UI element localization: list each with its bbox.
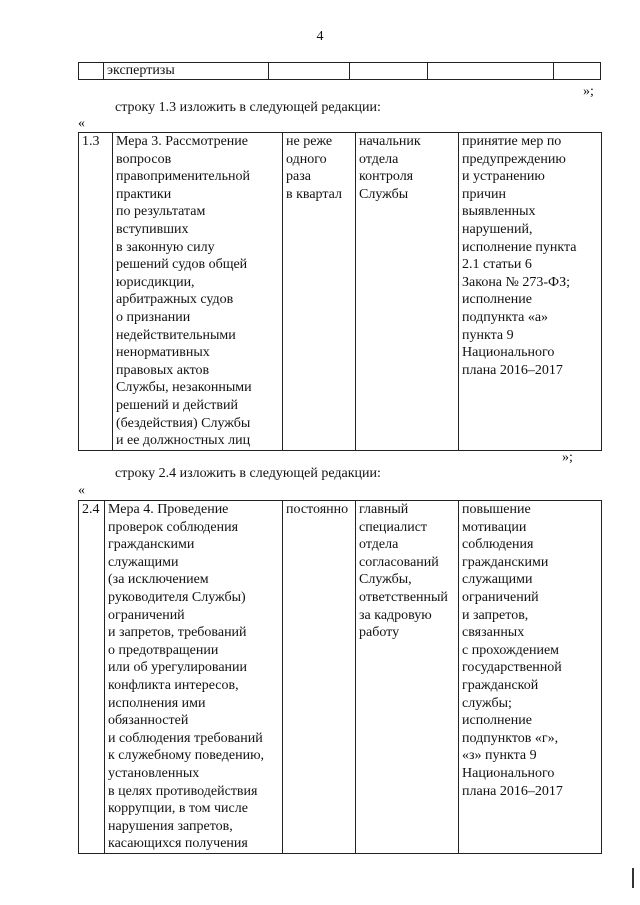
cell-line: причин bbox=[462, 186, 507, 202]
cell-line: Национального bbox=[462, 345, 555, 361]
cell-line: решений и действий bbox=[116, 397, 238, 413]
cell-line: касающихся получения bbox=[108, 836, 248, 852]
cell-line: предупреждению bbox=[462, 151, 566, 167]
cell-line: ограничений bbox=[108, 607, 185, 623]
cell-line: подпунктов «г», bbox=[462, 730, 559, 746]
cell-line: (за исключением bbox=[108, 572, 209, 588]
cell-line: одного bbox=[286, 151, 327, 167]
previous-row-fragment bbox=[78, 62, 601, 80]
cell-line: Службы, незаконными bbox=[116, 380, 252, 396]
cell-line: исполнение пункта bbox=[462, 239, 577, 255]
cell-line: или об урегулировании bbox=[108, 660, 248, 676]
table-row bbox=[79, 501, 602, 854]
cell-line: в квартал bbox=[286, 186, 342, 202]
cell-line: с прохождением bbox=[462, 642, 560, 658]
cell-line: согласований bbox=[359, 554, 439, 570]
cell-period bbox=[269, 63, 350, 80]
cell-line: начальник bbox=[359, 134, 421, 149]
cell-line: коррупции, в том числе bbox=[108, 801, 248, 817]
cell-line: к служебному поведению, bbox=[108, 748, 265, 764]
cell-line: ненормативных bbox=[116, 345, 210, 361]
cell-line: постоянно bbox=[286, 502, 349, 517]
cell-line: недействительными bbox=[116, 327, 236, 343]
cell-line: вступивших bbox=[116, 221, 189, 237]
cell-line: установленных bbox=[108, 765, 200, 781]
cell-line: «з» пункта 9 bbox=[462, 748, 537, 764]
cell-responsible bbox=[350, 63, 428, 80]
cell-line: Мера 3. Рассмотрение bbox=[116, 134, 248, 149]
cell-line: юрисдикции, bbox=[116, 274, 195, 290]
cell-line: исполнение bbox=[462, 713, 532, 729]
cell-line: раза bbox=[286, 169, 311, 185]
row-1-3-table bbox=[78, 132, 602, 451]
cell-line: за кадровую bbox=[359, 607, 432, 623]
cell-line: работу bbox=[359, 625, 400, 641]
cell-line: связанных bbox=[462, 625, 525, 641]
cell-line: 2.1 статьи 6 bbox=[462, 257, 532, 273]
cell-line: пункта 9 bbox=[462, 327, 514, 343]
cell-extra bbox=[554, 63, 601, 80]
cell-line: Службы, bbox=[359, 572, 412, 588]
cell-num bbox=[79, 63, 104, 80]
scan-edge-mark bbox=[632, 868, 640, 888]
cell-line: гражданской bbox=[462, 677, 539, 693]
cell-line: ответственный bbox=[359, 589, 448, 605]
result-cell bbox=[459, 501, 602, 854]
cell-line: не реже bbox=[286, 134, 333, 149]
cell-line: и соблюдения требований bbox=[108, 730, 263, 746]
instruction-24: строку 2.4 изложить в следующей редакции: bbox=[115, 466, 381, 481]
cell-line: отдела bbox=[359, 537, 399, 553]
cell-result bbox=[428, 63, 554, 80]
cell-line: в целях противодействия bbox=[108, 783, 258, 799]
cell-line: специалист bbox=[359, 519, 428, 535]
cell-line: (бездействия) Службы bbox=[116, 415, 251, 431]
table-row bbox=[79, 133, 602, 451]
cell-line: проверок соблюдения bbox=[108, 519, 239, 535]
row-2-4-table bbox=[78, 500, 602, 854]
cell-line: плана 2016–2017 bbox=[462, 362, 563, 378]
responsible-cell bbox=[356, 133, 459, 451]
cell-line: контроля bbox=[359, 169, 414, 185]
cell-line: конфликта интересов, bbox=[108, 677, 239, 693]
cell-line: обязанностей bbox=[108, 713, 189, 729]
cell-line: служащими bbox=[462, 572, 533, 588]
cell-line: государственной bbox=[462, 660, 562, 676]
cell-line: соблюдения bbox=[462, 537, 534, 553]
cell-line: вопросов bbox=[116, 151, 172, 167]
cell-measure: экспертизы bbox=[104, 63, 269, 80]
page-number: 4 bbox=[316, 29, 324, 44]
cell-line: в законную силу bbox=[116, 239, 215, 255]
measure-cell bbox=[113, 133, 283, 451]
cell-line: и запретов, требований bbox=[108, 625, 247, 641]
cell-line: плана 2016–2017 bbox=[462, 783, 563, 799]
row-number: 1.3 bbox=[79, 133, 113, 451]
cell-line: Службы bbox=[359, 186, 409, 202]
cell-line: нарушений, bbox=[462, 221, 533, 237]
cell-line: по результатам bbox=[116, 204, 206, 220]
row-number: 2.4 bbox=[79, 501, 105, 854]
open-quote: « bbox=[78, 483, 85, 498]
cell-line: главный bbox=[359, 502, 409, 517]
cell-line: мотивации bbox=[462, 519, 527, 535]
cell-line: и устранению bbox=[462, 169, 545, 185]
cell-line: нарушения запретов, bbox=[108, 818, 233, 834]
cell-line: арбитражных судов bbox=[116, 292, 234, 308]
cell-line: о признании bbox=[116, 309, 191, 325]
cell-line: Мера 4. Проведение bbox=[108, 502, 229, 517]
open-quote: « bbox=[78, 116, 85, 131]
cell-line: правоприменительной bbox=[116, 169, 250, 185]
cell-line: отдела bbox=[359, 151, 399, 167]
cell-line: принятие мер по bbox=[462, 134, 562, 149]
cell-line: правовых актов bbox=[116, 362, 210, 378]
cell-line: ограничений bbox=[462, 589, 539, 605]
cell-line: и ее должностных лиц bbox=[116, 433, 251, 449]
instruction-13: строку 1.3 изложить в следующей редакции: bbox=[115, 100, 381, 115]
responsible-cell bbox=[356, 501, 459, 854]
close-quote: »; bbox=[583, 84, 594, 99]
cell-line: о предотвращении bbox=[108, 642, 219, 658]
cell-line: службы; bbox=[462, 695, 512, 711]
close-quote: »; bbox=[562, 450, 573, 465]
cell-line: практики bbox=[116, 186, 172, 202]
cell-line: выявленных bbox=[462, 204, 536, 220]
result-cell bbox=[459, 133, 602, 451]
cell-line: Закона № 273-ФЗ; bbox=[462, 274, 571, 290]
cell-line: подпункта «а» bbox=[462, 309, 549, 325]
cell-line: и запретов, bbox=[462, 607, 529, 623]
period-cell bbox=[283, 501, 356, 854]
cell-line: Национального bbox=[462, 765, 555, 781]
table-row bbox=[79, 63, 601, 80]
cell-line: исполнения ими bbox=[108, 695, 206, 711]
cell-line: повышение bbox=[462, 502, 531, 517]
cell-line: исполнение bbox=[462, 292, 532, 308]
cell-line: решений судов общей bbox=[116, 257, 248, 273]
period-cell bbox=[283, 133, 356, 451]
cell-line: руководителя Службы) bbox=[108, 589, 246, 605]
cell-line: служащими bbox=[108, 554, 179, 570]
measure-cell bbox=[105, 501, 283, 854]
cell-line: гражданскими bbox=[108, 537, 195, 553]
cell-line: гражданскими bbox=[462, 554, 549, 570]
